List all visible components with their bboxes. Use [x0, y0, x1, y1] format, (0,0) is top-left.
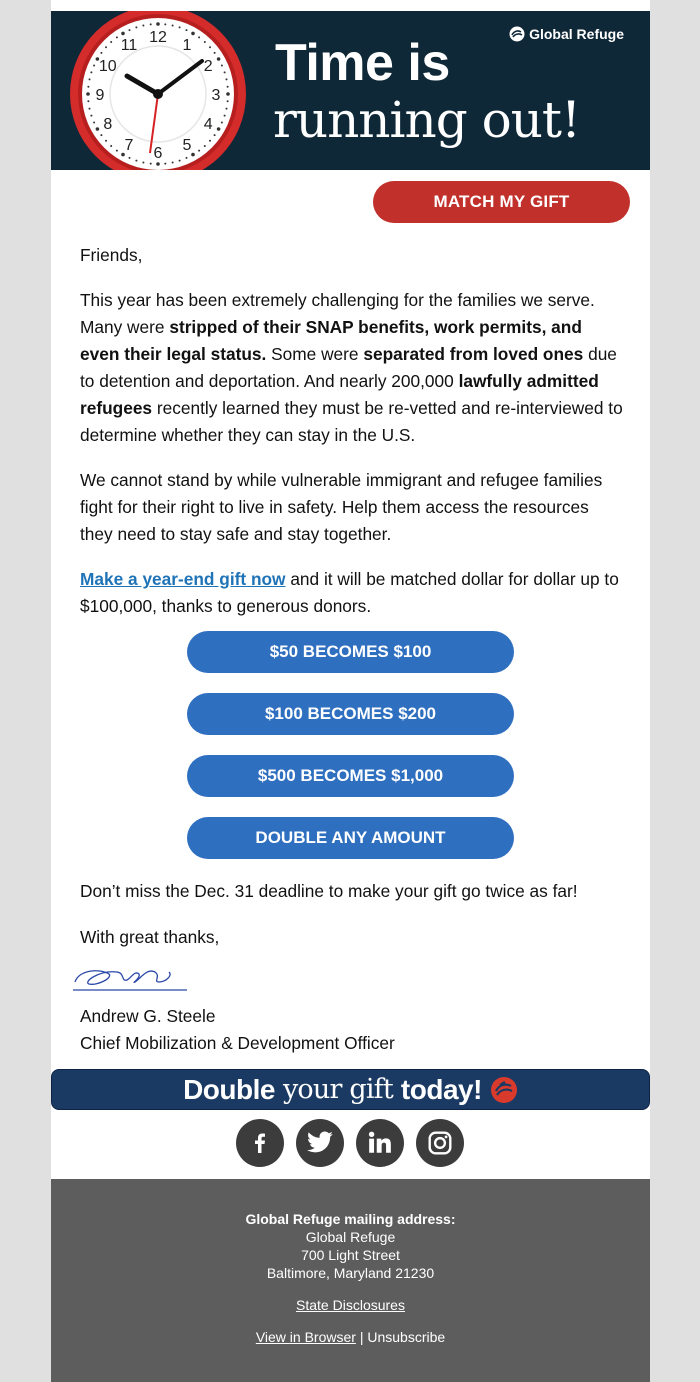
clock-number: 3 [211, 87, 221, 104]
clock-number: 5 [182, 137, 192, 155]
clock-tick [179, 26, 181, 28]
signer-name: Andrew G. Steele [80, 1006, 216, 1026]
clock-tick [96, 127, 100, 131]
global-refuge-red-logo-icon [490, 1076, 518, 1104]
clock-tick [191, 153, 195, 157]
clock-tick [142, 25, 144, 27]
closing-text: With great thanks, [80, 927, 220, 947]
clock-tick [150, 163, 152, 165]
signer-title: Chief Mobilization & Development Officer [80, 1033, 395, 1053]
clock-number: 4 [203, 116, 213, 133]
clock-tick [150, 23, 152, 25]
hero-headline-line2: running out! [273, 91, 581, 149]
clock-number: 10 [98, 58, 117, 75]
clock-number: 8 [103, 116, 113, 133]
text-segment: Some were [266, 344, 364, 364]
signature-image [69, 960, 191, 996]
clock-tick [198, 150, 200, 152]
clock-tick [93, 65, 95, 67]
clock-tick [110, 145, 112, 147]
clock-tick [179, 160, 181, 162]
clock-tick [89, 78, 91, 80]
clock-tick [100, 134, 102, 136]
clock-tick [186, 157, 188, 159]
linkedin-icon [367, 1130, 393, 1156]
donate-50-button[interactable]: $50 BECOMES $100 [187, 631, 514, 673]
paragraph-gift-match [80, 566, 625, 620]
clock-tick [90, 71, 92, 73]
deadline-text: Don’t miss the Dec. 31 deadline to make your gift go twice as far! [80, 881, 578, 901]
greeting: Friends, [80, 245, 143, 265]
paragraph-stand-by: We cannot stand by while vulnerable immigrant and refugee families fight for their right to live in safety. Help them access the resources they need to stay safe and stay together. [80, 470, 603, 544]
clock-number: 7 [124, 137, 134, 155]
bold-phrase: stripped of their SNAP benefits, work permits, and even their legal status. [80, 317, 582, 364]
footer-links-row [51, 1328, 650, 1346]
clock-tick [87, 86, 89, 88]
clock-tick [221, 65, 223, 67]
global-refuge-logo [509, 26, 624, 42]
footer [51, 1179, 650, 1382]
mailing-address-heading: Global Refuge mailing address: [245, 1211, 456, 1227]
clock-tick [86, 92, 90, 96]
clock-tick [191, 32, 195, 36]
clock-tick [226, 92, 230, 96]
clock-tick [221, 122, 223, 124]
bold-phrase: separated from loved ones [363, 344, 584, 364]
hero-banner [51, 11, 650, 170]
state-disclosures-link[interactable]: State Disclosures [296, 1297, 405, 1313]
clock-tick [129, 29, 131, 31]
text-segment: recently learned they must be re-vetted and re-interviewed to determine whether they can stay in the U.S. [80, 398, 623, 445]
clock-tick [89, 108, 91, 110]
logo-text: Global Refuge [529, 26, 624, 42]
clock-number: 1 [182, 36, 192, 54]
text-segment: This year has been extremely challenging for the families we serve. Many were [80, 290, 595, 337]
banner-today: today! [400, 1073, 482, 1105]
clock-number: 12 [149, 29, 167, 46]
clock-tick [142, 162, 144, 164]
clock-tick [135, 26, 137, 28]
clock-tick [93, 122, 95, 124]
clock-tick [116, 36, 118, 38]
double-any-amount-button[interactable]: DOUBLE ANY AMOUNT [187, 817, 514, 859]
donate-500-button[interactable]: $500 BECOMES $1,000 [187, 755, 514, 797]
clock-tick [116, 150, 118, 152]
paragraph-challenges [80, 287, 625, 449]
clock-tick [217, 127, 221, 131]
clock-tick [121, 32, 125, 36]
clock-tick [105, 140, 107, 142]
clock-tick [164, 23, 166, 25]
clock-tick [164, 163, 166, 165]
email-body [51, 0, 650, 1382]
clock-tick [87, 100, 89, 102]
footer-org: Global Refuge [305, 1229, 396, 1245]
clock-tick [110, 41, 112, 43]
clock-icon [67, 11, 249, 170]
clock-number: 2 [203, 58, 213, 75]
clock-tick [129, 157, 131, 159]
hero-headline-line1: Time is [275, 34, 450, 92]
facebook-link[interactable] [236, 1119, 284, 1167]
clock-tick [226, 78, 228, 80]
clock-tick [227, 100, 229, 102]
clock-tick [224, 115, 226, 117]
twitter-icon [306, 1131, 334, 1155]
clock-tick [156, 22, 160, 26]
clock-tick [214, 134, 216, 136]
clock-tick [90, 115, 92, 117]
double-gift-banner[interactable] [51, 1069, 650, 1110]
clock-number: 6 [153, 145, 163, 162]
clock-tick [135, 160, 137, 162]
year-end-gift-link[interactable]: Make a year-end gift now [80, 569, 286, 589]
footer-disclosures-row [51, 1296, 650, 1314]
clock-tick [209, 46, 211, 48]
clock-tick [100, 52, 102, 54]
twitter-link[interactable] [296, 1119, 344, 1167]
instagram-icon [427, 1130, 453, 1156]
clock-tick [214, 52, 216, 54]
link-separator: | [359, 1329, 364, 1345]
banner-double: Double [183, 1073, 275, 1105]
facebook-icon [248, 1131, 272, 1155]
globe-logo-icon [509, 26, 525, 42]
clock-tick [204, 41, 206, 43]
clock-tick [224, 71, 226, 73]
instagram-link[interactable] [416, 1119, 464, 1167]
clock-tick [226, 108, 228, 110]
clock-tick [227, 86, 229, 88]
bold-phrase: lawfully admitted refugees [80, 371, 599, 418]
unsubscribe-link[interactable]: Unsubscribe [367, 1329, 446, 1345]
clock-tick [217, 57, 221, 61]
clock-tick [209, 140, 211, 142]
clock-tick [204, 145, 206, 147]
linkedin-link[interactable] [356, 1119, 404, 1167]
clock-number: 11 [120, 36, 138, 54]
view-in-browser-link[interactable]: View in Browser [255, 1329, 356, 1345]
clock-tick [105, 46, 107, 48]
clock-tick [172, 162, 174, 164]
clock-tick [186, 29, 188, 31]
match-my-gift-button[interactable]: MATCH MY GIFT [373, 181, 630, 223]
banner-your-gift: your gift [282, 1074, 393, 1105]
footer-city: Baltimore, Maryland 21230 [266, 1265, 435, 1281]
gift-match-text: and it will be matched dollar for dollar up to $100,000, thanks to generous donors. [80, 569, 619, 616]
donate-100-button[interactable]: $100 BECOMES $200 [187, 693, 514, 735]
clock-tick [156, 162, 160, 166]
clock-number: 9 [95, 87, 105, 104]
footer-street: 700 Light Street [301, 1247, 400, 1263]
text-segment: due to detention and deportation. And nearly 200,000 [80, 344, 617, 391]
clock-tick [198, 36, 200, 38]
clock-tick [172, 25, 174, 27]
